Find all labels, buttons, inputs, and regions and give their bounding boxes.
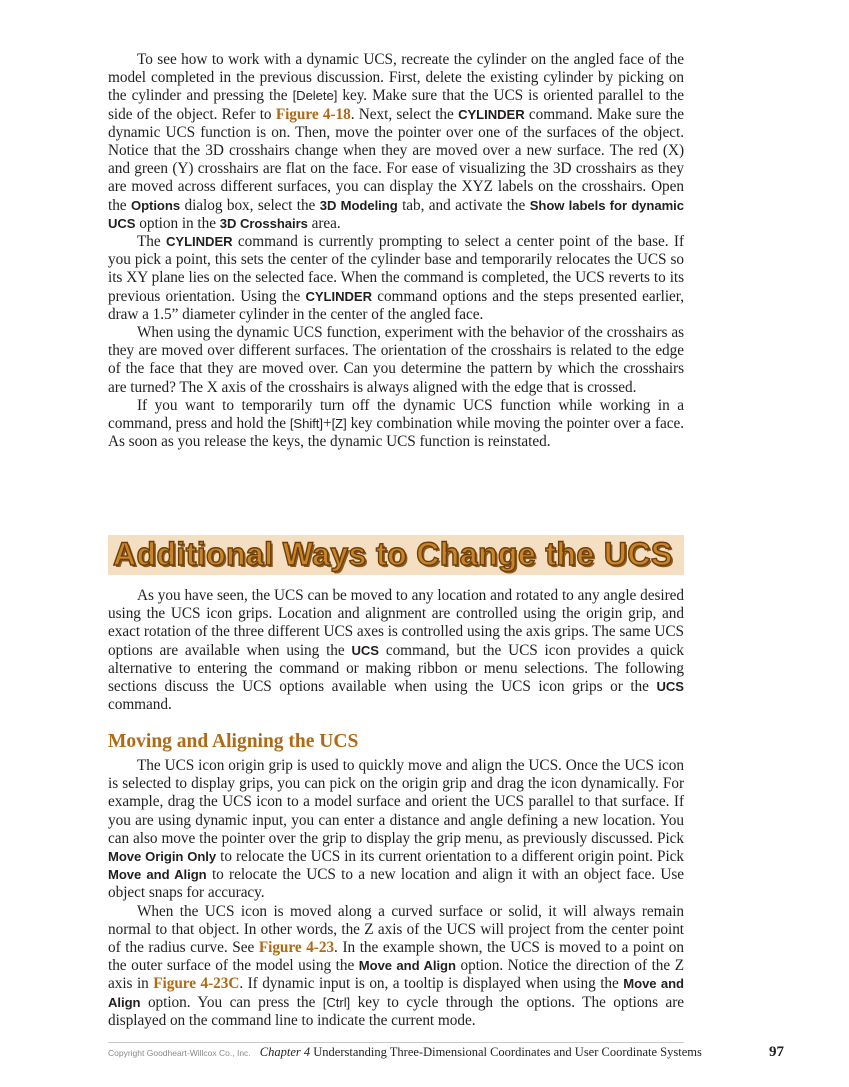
command-ucs: UCS xyxy=(351,642,379,658)
command-ucs: UCS xyxy=(656,679,684,695)
command-cylinder: CYLINDER xyxy=(305,288,372,304)
page-number: 97 xyxy=(769,1044,784,1060)
paragraph-dynamic-ucs-intro: To see how to work with a dynamic UCS, recreate the cylinder on the angled face of the model completed in the previous discussion. First, delete the existing cylinder by picking on the cylinder and pressing the [Delete] key. Make sure that the UCS is oriented parallel to the side of the object. Refer to Figure 4-18. Next, select the CYLINDER command. Make sure the dynamic UCS function is on. Then, move the pointer over one of the surfaces of the object. Notice that the 3D crosshairs change when they are moved over a new surface. The red (X) and green (Y) crosshairs are flat on the face. For ease of visualizing the 3D crosshairs as they are moved across different surfaces, you can display the XYZ labels on the crosshairs. Open the Options dialog box, select the 3D Modeling tab, and activate the Show labels for dynamic UCS option in the 3D Crosshairs area. xyxy=(108,51,685,232)
tab-3d-modeling: 3D Modeling xyxy=(319,197,398,213)
footer-rule xyxy=(108,1042,684,1043)
shift-key: [Shift] xyxy=(289,416,323,432)
chapter-label: Chapter 4 xyxy=(259,1045,311,1059)
ctrl-key: [Ctrl] xyxy=(322,994,351,1010)
dialog-options: Options xyxy=(130,197,181,213)
upper-text-block xyxy=(108,51,684,451)
lower-text-block xyxy=(108,757,684,1030)
delete-key: [Delete] xyxy=(292,88,338,104)
option-show-labels: Show labels for dynamic UCS xyxy=(108,197,684,231)
copyright-notice: Copyright Goodheart-Willcox Co., Inc. xyxy=(108,1048,251,1058)
z-key: [Z] xyxy=(331,416,347,432)
paragraph-origin-grip: The UCS icon origin grip is used to quickly move and align the UCS. Once the UCS icon is selected to display grips, you can pick on the origin grip and drag the icon dynamically. For example, drag the UCS icon to a model surface and orient the UCS parallel to that surface. If you are using dynamic input, you can enter a distance and angle defining a new location. You can also move the pointer over the grip to display the grip menu, as previously discussed. Pick Move Origin Only to relocate the UCS in its current orientation to a different origin point. Pick Move and Align to relocate the UCS to a new location and align it with an object face. Use object snaps for accuracy. xyxy=(108,757,684,902)
chapter-title: Understanding Three-Dimensional Coordinates and User Coordinate Systems xyxy=(313,1045,702,1059)
figure-ref-4-23c[interactable]: Figure 4-23C xyxy=(153,975,240,993)
option-move-and-align: Move and Align xyxy=(108,976,684,1010)
paragraph-cylinder-command: The CYLINDER command is currently prompting to select a center point of the base. If you pick a point, this sets the center of the cylinder base and temporarily relocates the UCS so its XY plane lies on the selected face. When the command is completed, the UCS reverts to its previous orientation. Using the CYLINDER command options and the steps presented earlier, draw a 1.5” diameter cylinder in the center of the angled face. xyxy=(108,233,685,323)
section-intro-block xyxy=(108,587,684,714)
paragraph-curved-surface: When the UCS icon is moved along a curved surface or solid, it will always remain normal to that object. In other words, the Z axis of the UCS will project from the center point of the radius curve. See Figure 4-23. In the example shown, the UCS is moved to a point on the outer surface of the model using the Move and Align option. Notice the direction of the Z axis in Figure 4-23C. If dynamic input is on, a tooltip is displayed when using the Move and Align option. You can press the [Ctrl] key to cycle through the options. The options are displayed on the command line to indicate the current mode. xyxy=(108,902,684,1029)
command-cylinder: CYLINDER xyxy=(166,234,233,250)
paragraph-ucs-options-intro: As you have seen, the UCS can be moved to any location and rotated to any angle desired using the UCS icon grips. Location and alignment are controlled using the origin grip, and exact rotation of the three different UCS axes is controlled using the axis grips. The same UCS options are available when using the UCS command, but the UCS icon provides a quick alternative to entering the command or making ribbon or menu selections. The following sections discuss the UCS options available when using the UCS icon grips or the UCS command. xyxy=(108,587,684,714)
paragraph-crosshair-behavior: When using the dynamic UCS function, experiment with the behavior of the crosshairs as they are moved over different surfaces. The orientation of the crosshairs is related to the edge of the face that they are moved over. Can you determine the pattern by which the crosshairs are turned? The X axis of the crosshairs is always aligned with the edge that is crossed. xyxy=(108,324,684,396)
option-move-and-align: Move and Align xyxy=(358,958,456,974)
command-cylinder: CYLINDER xyxy=(458,106,525,122)
section-heading: Additional Ways to Change the UCS xyxy=(113,536,673,572)
menu-move-origin-only: Move Origin Only xyxy=(108,849,217,865)
paragraph-temporary-off: If you want to temporarily turn off the dynamic UCS function while working in a command, press and hold the [Shift]+[Z] key combination while moving the pointer over a face. As soon as you release the keys, the dynamic UCS function is reinstated. xyxy=(108,396,684,451)
figure-ref-4-18[interactable]: Figure 4-18 xyxy=(275,105,351,123)
page-footer xyxy=(108,1045,784,1061)
menu-move-and-align: Move and Align xyxy=(108,867,207,883)
subsection-heading: Moving and Aligning the UCS xyxy=(108,731,359,752)
area-3d-crosshairs: 3D Crosshairs xyxy=(219,215,308,231)
figure-ref-4-23[interactable]: Figure 4-23 xyxy=(258,939,335,957)
